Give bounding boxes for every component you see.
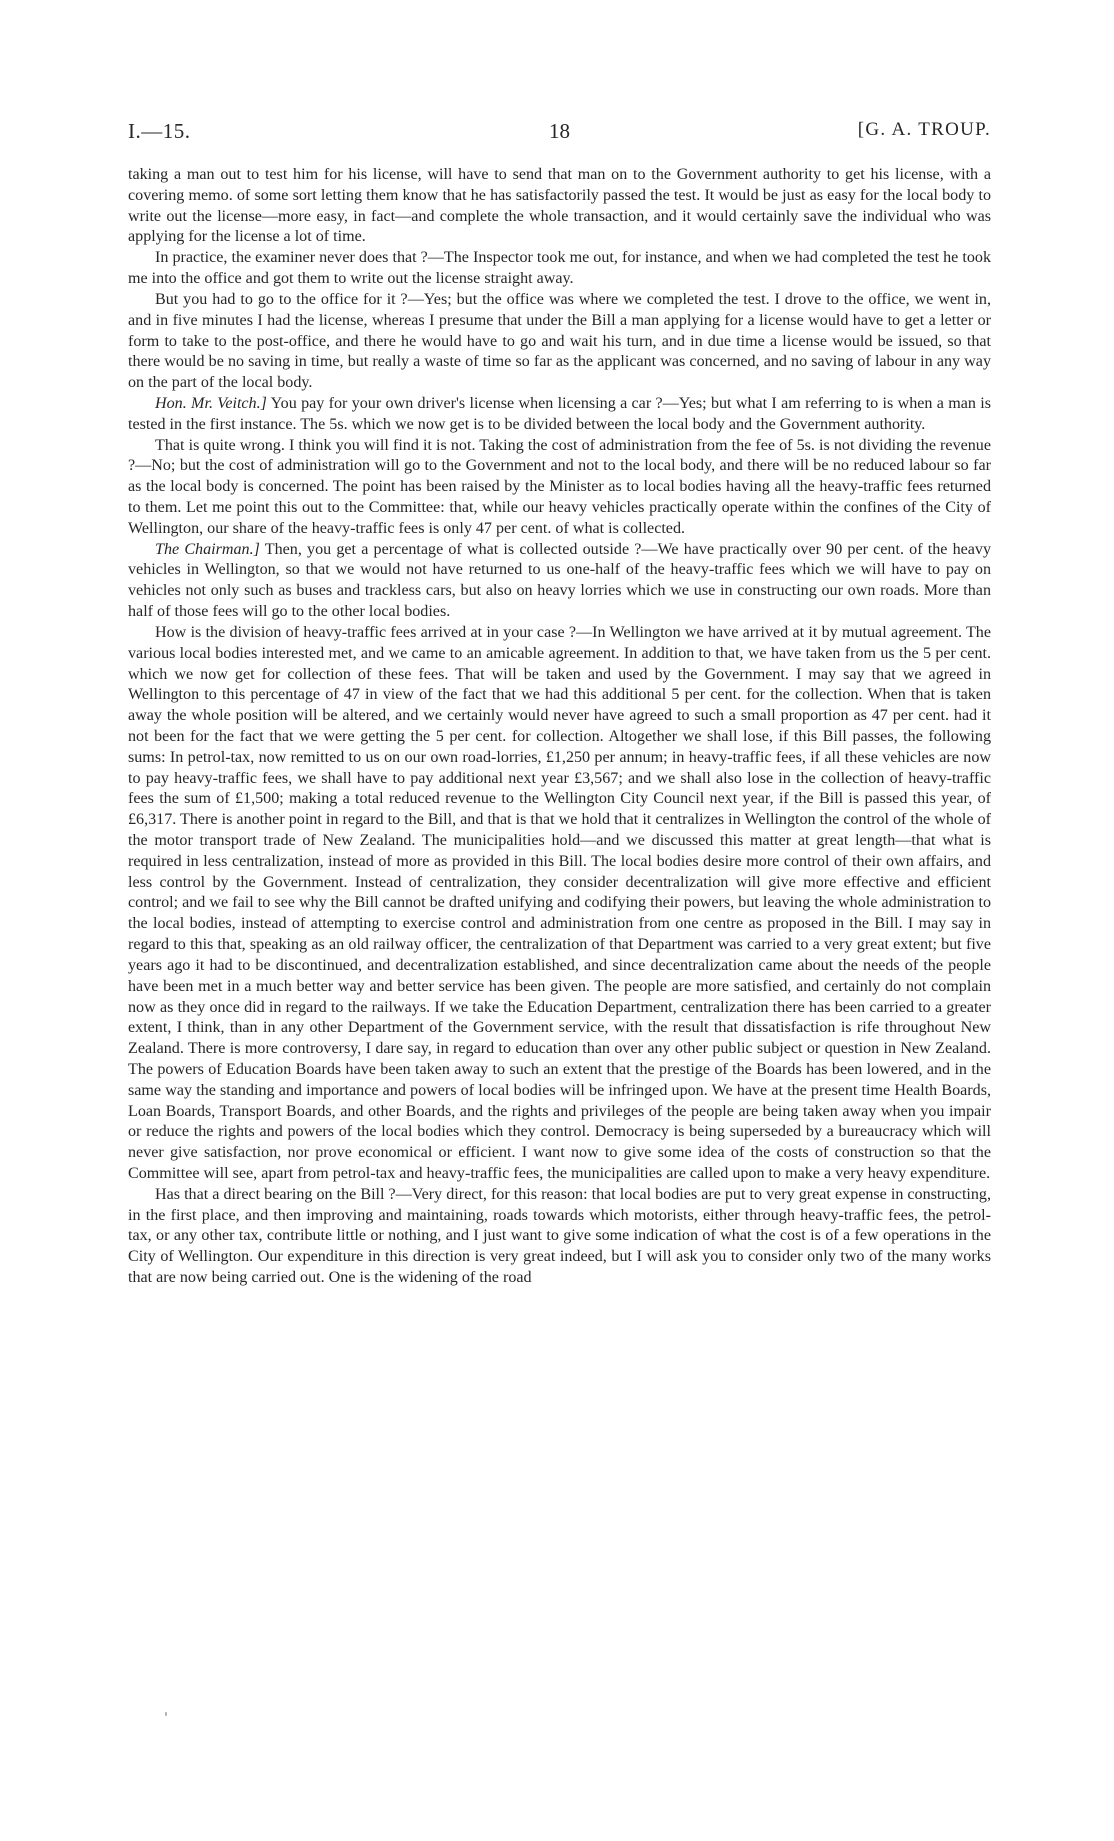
paragraph-8 [128,1185,991,1289]
paragraph-7 [128,623,991,1185]
paragraph-text: But you had to go to the office for it ?—Yes; but the office was where we completed the test. I drove to the office, we went in, and in five minutes I had the license, whereas I presume that under the Bill a man applying for a license would have to get a letter or form to take to the post-office, and there he would have to go and wait his turn, and in due time a license would be issued, so that there would be no saving in time, but really a waste of time so far as the applicant was concerned, and no saving of labour in any way on the part of the local body. [128,290,991,392]
paragraph-text: How is the division of heavy-traffic fees arrived at in your case ?—In Wellington we have arrived at it by mutual agreement. The various local bodies interested met, and we came to an amicable agreement. In addition to that, we have taken from us the 5 per cent. which we now get for collection of these fees. That will be taken and used by the Government. I may say that we agreed in Wellington to this percentage of 47 in view of the fact that we had this additional 5 per cent. for the collection. When that is taken away the whole position will be altered, and we certainly would never have agreed to such a small proportion as 47 per cent. had it not been for the fact that we were getting the 5 per cent. for collection. Altogether we shall lose, if this Bill passes, the following sums: In petrol-tax, now remitted to us on our own road-lorries, £1,250 per annum; in heavy-traffic fees, if all these vehicles are now to pay heavy-traffic fees, we shall have to pay additional next year £3,567; and we shall also lose in the collection of heavy-traffic fees the sum of £1,500; making a total reduced revenue to the Wellington City Council next year, if the Bill is passed this year, of £6,317. There is another point in regard to the Bill, and that is that we hold that it centralizes in Wellington the control of the whole of the motor transport trade of New Zealand. The municipalities hold—and we discussed this matter at great length—that what is required in less centralization, instead of more as provided in this Bill. The local bodies desire more control of their own affairs, and less control by the Government. Instead of centralization, they consider decentralization will give more effective and efficient control; and we fail to see why the Bill cannot be drafted unifying and codifying their powers, but leaving the whole administration to the local bodies, instead of attempting to exercise control and administration from one centre as proposed in the Bill. I may say in regard to this that, speaking as an old railway officer, the centralization of that Department was carried to a very great extent; but five years ago it had to be discontinued, and decentralization established, and since decentralization came about the needs of the people have been met in a much better way and better service has been given. The people are more satisfied, and certainly do not complain now as they once did in regard to the railways. If we take the Education Department, centralization there has been carried to a greater extent, I think, than in any other Department of the Government service, with the result that dissatisfaction is rife throughout New Zealand. There is more controversy, I dare say, in regard to education than over any other public subject or question in New Zealand. The powers of Education Boards have been taken away to such an extent that the prestige of the Boards has been lowered, and in the same way the standing and importance and powers of local bodies will be infringed upon. We have at the present time Health Boards, Loan Boards, Transport Boards, and other Boards, and the rights and privileges of the people are being taken away when you impair or reduce the rights and powers of the local bodies which they control. Democracy is being superseded by a bureaucracy which will never give satisfaction, nor prove economical or efficient. I want now to give some idea of the costs of construction so that the Committee will see, apart from petrol-tax and heavy-traffic fees, the municipalities are called upon to make a very heavy expenditure. [128,623,991,1182]
paragraph-text: taking a man out to test him for his license, will have to send that man on to the Government authority to get his license, with a covering memo. of some sort letting them know that he has satisfactorily passed the test. It would be just as easy for the local body to write out the license—more easy, in fact—and complete the whole transaction, and it would certainly save the individual who was applying for the license a lot of time. [128,166,991,246]
running-header [128,119,991,145]
paragraph-text: In practice, the examiner never does that ?—The Inspector took me out, for instance, and when we had completed the test he took me into the office and got them to write out the license straight away. [128,249,991,288]
scan-speck [165,1712,167,1716]
page-number: 18 [549,119,570,143]
paper-reference: I.—15. [128,119,191,143]
paragraph-6 [128,540,991,623]
witness-name: [G. A. TROUP. [857,119,991,140]
paragraph-4 [128,394,991,436]
paragraph-text: Then, you get a percentage of what is collected outside ?—We have practically over 90 per cent. of the heavy vehicles in Wellington, so that we would not have returned to us one-half of the heavy-traffic fees which we will have to pay on vehicles not only such as buses and trackless cars, but also on heavy lorries which we use in constructing our own roads. More than half of those fees will go to the other local bodies. [128,540,991,621]
paragraph-3 [128,290,991,394]
paragraph-5 [128,436,991,540]
paragraph-text: That is quite wrong. I think you will find it is not. Taking the cost of administration from the fee of 5s. is not dividing the revenue ?—No; but the cost of administration will go to the Government and not to the local body, and there will be no reduced labour so far as the local body is concerned. The point has been raised by the Minister as to local bodies having all the heavy-traffic fees returned to them. Let me point this out to the Committee: that, while our heavy vehicles practically operate within the confines of the City of Wellington, our share of the heavy-traffic fees is only 47 per cent. of what is collected. [128,436,991,537]
paragraph-text: Has that a direct bearing on the Bill ?—Very direct, for this reason: that local bodies are put to very great expense in constructing, in the first place, and then improving and maintaining, roads towards which motorists, either through heavy-traffic fees, the petrol-tax, or any other tax, contribute little or nothing, and I just want to give some indication of what the cost is of a few operations in the City of Wellington. Our expenditure in this direction is very great indeed, but I will ask you to consider only two of the many works that are now being carried out. One is the widening of the road [128,1185,991,1287]
speaker-label: Hon. Mr. Veitch.] [155,394,267,412]
paragraph-text: You pay for your own driver's license when licensing a car ?—Yes; but what I am referring to is when a man is tested in the first instance. The 5s. which we now get is to be divided between the local body and the Government authority. [128,394,991,433]
body-text [128,165,991,1289]
paragraph-2 [128,248,991,290]
speaker-label: The Chairman.] [155,540,260,558]
paragraph-1 [128,165,991,248]
